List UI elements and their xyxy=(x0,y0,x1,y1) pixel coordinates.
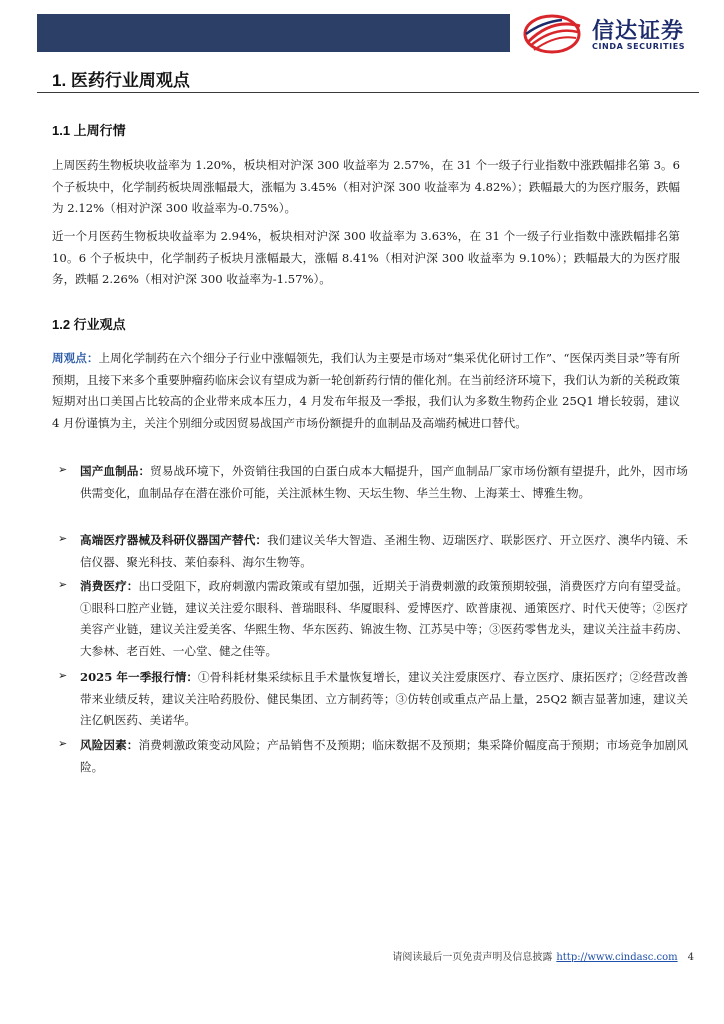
weekly-view-paragraph xyxy=(52,348,680,434)
page-number: 4 xyxy=(687,952,694,963)
monthly-market-paragraph: 近一个月医药生物板块收益率为 2.94%，板块相对沪深 300 收益率为 3.63%，在 31 个一级子行业指数中涨跌幅排名第 10。6 个子板块中，化学制药子板块月涨幅最大，涨幅 8.41%（相对沪深 300 收益率为 9.10%）；跌幅最大的为医疗服务，跌幅 2.26%（相对沪深 300 收益率为-1.57%）。 xyxy=(52,229,680,286)
bullet-text: 贸易战环境下，外资销往我国的白蛋白成本大幅提升，国产血制品厂家市场份额有望提升，此外，因市场供需变化，血制品存在潜在涨价可能，关注派林生物、天坛生物、华兰生物、上海莱士、博雅生物。 xyxy=(80,464,688,500)
title-divider xyxy=(37,92,699,93)
bullet-item xyxy=(58,576,688,662)
bullet-title: 消费医疗： xyxy=(80,579,139,593)
arrow-bullet-icon: ➢ xyxy=(58,532,68,545)
bullet-text: 我们建议关华大智造、圣湘生物、迈瑞医疗、联影医疗、开立医疗、澳华内镜、禾信仪器、聚光科技、莱伯泰科、海尔生物等。 xyxy=(80,533,688,569)
section-title: 1. 医药行业周观点 xyxy=(52,71,190,90)
arrow-bullet-icon: ➢ xyxy=(58,669,68,682)
arrow-bullet-icon: ➢ xyxy=(58,463,68,476)
subsection-heading-weekly-market: 1.1 上周行情 xyxy=(52,123,126,138)
bullet-text: 消费刺激政策变动风险；产品销售不及预期；临床数据不及预期；集采降价幅度高于预期；市场竞争加剧风险。 xyxy=(80,738,688,774)
page-footer xyxy=(0,948,724,963)
header-bar xyxy=(37,14,510,52)
bullet-item xyxy=(58,530,688,573)
bullet-title: 2025 年一季报行情： xyxy=(80,670,199,684)
weekly-view-lead: 周观点： xyxy=(52,351,99,365)
logo-chinese-name: 信达证券 xyxy=(592,19,685,44)
arrow-bullet-icon: ➢ xyxy=(58,737,68,750)
cinda-logo xyxy=(522,12,702,58)
bullet-text: ①骨科耗材集采续标且手术量恢复增长，建议关注爱康医疗、春立医疗、康拓医疗；②经营改善带来业绩反转，建议关注哈药股份、健民集团、立方制药等；③仿转创或重点产品上量，25Q2 额吉显著加速，建议关注亿帆医药、美诺华。 xyxy=(80,670,688,727)
logo-english-name: CINDA SECURITIES xyxy=(592,42,686,51)
weekly-view-body: 上周化学制药在六个细分子行业中涨幅领先，我们认为主要是市场对“集采优化研讨工作”、“医保丙类目录”等有所预期，且接下来多个重要肿瘤药临床会议有望成为新一轮创新药行情的催化剂。在当前经济环境下，我们认为新的关税政策短期对出口美国占比较高的企业带来成本压力，4 月发布年报及一季报，我们认为多数生物药企业 25Q1 增长较弱，建议 4 月份谨慎为主，关注个别细分或因贸易战国产市场份额提升的血制品及高端药械进口替代。 xyxy=(52,351,680,430)
bullet-title: 国产血制品： xyxy=(80,464,151,478)
footer-disclaimer: 请阅读最后一页免责声明及信息披露 xyxy=(392,952,553,963)
bullet-title: 风险因素： xyxy=(80,738,139,752)
weekly-market-paragraph: 上周医药生物板块收益率为 1.20%，板块相对沪深 300 收益率为 2.57%，在 31 个一级子行业指数中涨跌幅排名第 3。6 个子板块中，化学制药板块周涨幅最大，涨幅为 3.45%（相对沪深 300 收益率为 4.82%）；跌幅最大的为医疗服务，跌幅为 2.12%（相对沪深 300 收益率为-0.75%）。 xyxy=(52,158,680,215)
bullet-item xyxy=(58,667,688,732)
footer-website-link[interactable]: http://www.cindasc.com xyxy=(556,952,678,963)
arrow-bullet-icon: ➢ xyxy=(58,578,68,591)
bullet-title: 高端医疗器械及科研仪器国产替代： xyxy=(80,533,268,547)
cinda-logo-icon xyxy=(522,12,586,56)
bullet-item xyxy=(58,461,688,504)
bullet-item xyxy=(58,735,688,778)
subsection-heading-industry-view: 1.2 行业观点 xyxy=(52,317,126,332)
bullet-text: 出口受阻下，政府刺激内需政策或有望加强，近期关于消费刺激的政策预期较强，消费医疗方向有望受益。①眼科口腔产业链，建议关注爱尔眼科、普瑞眼科、华厦眼科、爱博医疗、欧普康视、通策医疗、时代天使等；②医疗美容产业链，建议关注爱美客、华熙生物、华东医药、锦波生物、江苏吴中等；③医药零售龙头，建议关注益丰药房、大参林、老百姓、一心堂、健之佳等。 xyxy=(80,579,688,658)
